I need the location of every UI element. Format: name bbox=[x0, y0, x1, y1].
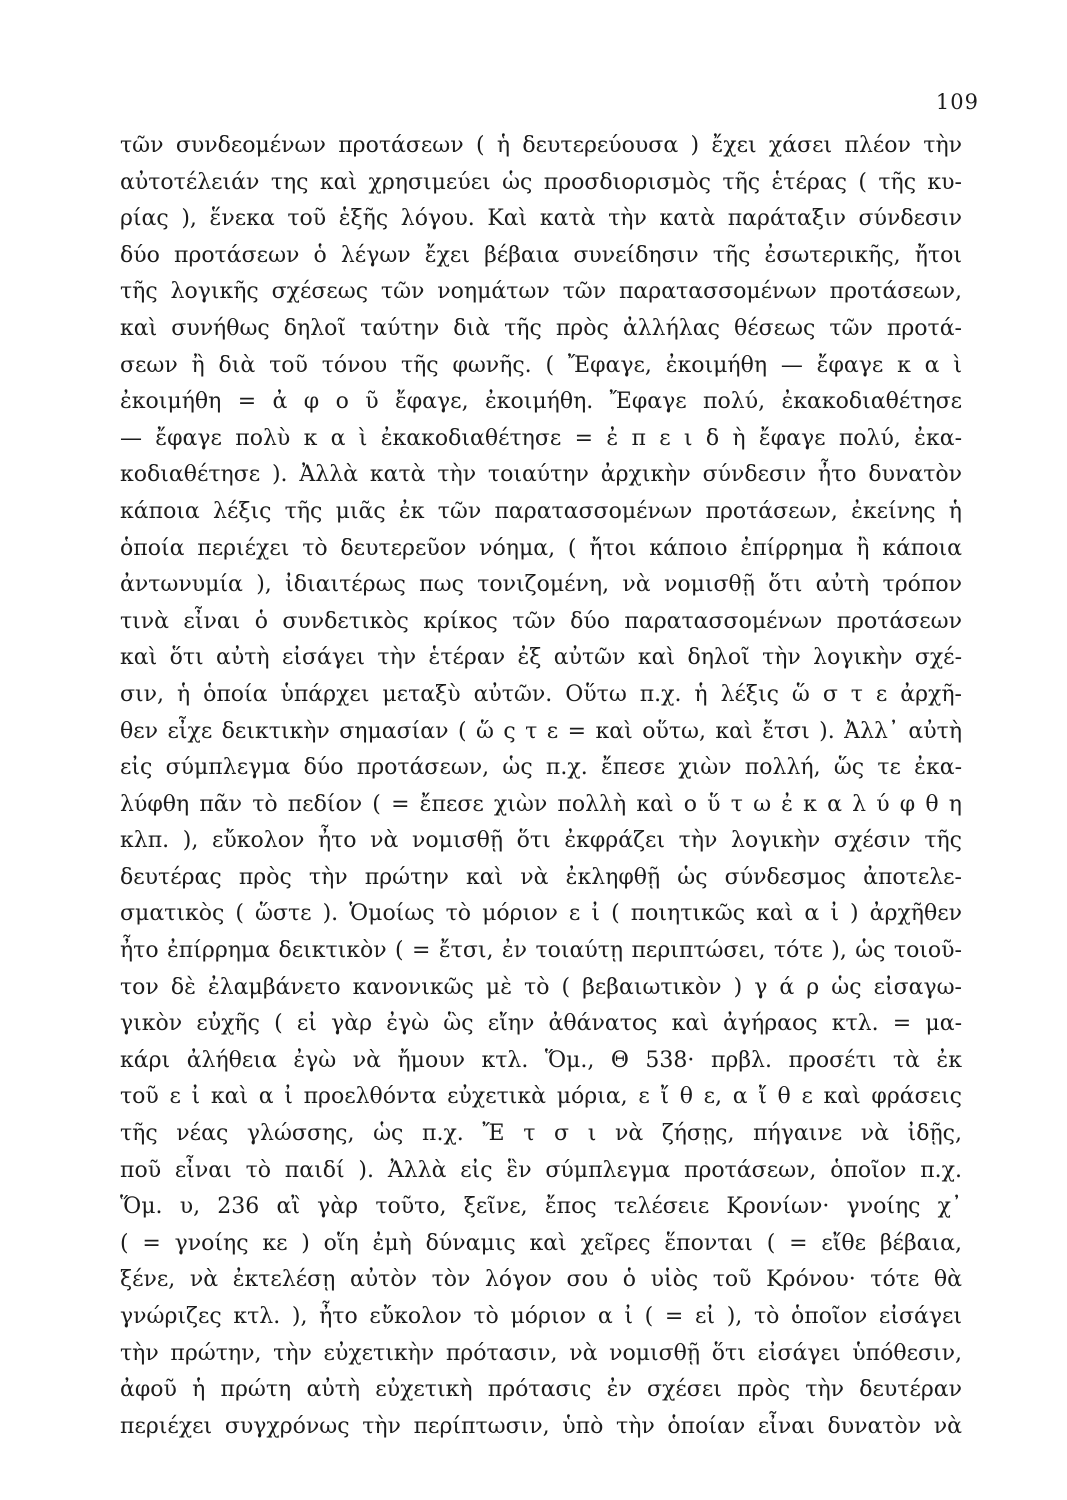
text-line: καὶ ὅτι αὐτὴ εἰσάγει τὴν ἑτέραν ἐξ αὐτῶν καὶ δηλοῖ τὴν λογικὴν σχέ- bbox=[120, 645, 962, 671]
text-line: σεων ἢ διὰ τοῦ τόνου τῆς φωνῆς. ( Ἔφαγε, ἐκοιμήθη — ἔφαγε κ α ὶ bbox=[120, 352, 962, 378]
text-line: ἦτο ἐπίρρημα δεικτικὸν ( = ἔτσι, ἐν τοιαύτῃ περιπτώσει, τότε ), ὡς τοιοῦ- bbox=[120, 938, 962, 964]
text-line: δύο προτάσεων ὁ λέγων ἔχει βέβαια συνείδησιν τῆς ἐσωτερικῆς, ἤτοι bbox=[120, 242, 962, 268]
text-line: ( = γνοίης κε ) οἵη ἐμὴ δύναμις καὶ χεῖρες ἕπονται ( = εἴθε βέβαια, bbox=[120, 1230, 962, 1256]
text-line: τῆς λογικῆς σχέσεως τῶν νοημάτων τῶν παρατασσομένων προτάσεων, bbox=[120, 279, 962, 305]
body-text bbox=[120, 128, 962, 1445]
text-line: καὶ συνήθως δηλοῖ ταύτην διὰ τῆς πρὸς ἀλλήλας θέσεως τῶν προτά- bbox=[120, 315, 962, 341]
text-line: τον δὲ ἐλαμβάνετο κανονικῶς μὲ τὸ ( βεβαιωτικὸν ) γ ά ρ ὡς εἰσαγω- bbox=[120, 974, 962, 1000]
text-line: ξένε, νὰ ἐκτελέσῃ αὐτὸν τὸν λόγον σου ὁ υἱὸς τοῦ Κρόνου· τότε θὰ bbox=[120, 1267, 962, 1293]
text-line: λύφθη πᾶν τὸ πεδίον ( = ἔπεσε χιὼν πολλὴ καὶ ο ὕ τ ω ἐ κ α λ ύ φ θ η bbox=[120, 791, 962, 817]
text-line: ἀφοῦ ἡ πρώτη αὐτὴ εὐχετικὴ πρότασις ἐν σχέσει πρὸς τὴν δευτέραν bbox=[120, 1377, 962, 1403]
text-line: περιέχει συγχρόνως τὴν περίπτωσιν, ὑπὸ τὴν ὁποίαν εἶναι δυνατὸν νὰ bbox=[120, 1413, 962, 1439]
text-line: αὐτοτέλειάν της καὶ χρησιμεύει ὡς προσδιορισμὸς τῆς ἑτέρας ( τῆς κυ- bbox=[120, 169, 962, 195]
text-line: ἐκοιμήθη = ἀ φ ο ῦ ἔφαγε, ἐκοιμήθη. Ἔφαγε πολύ, ἐκακοδιαθέτησε bbox=[120, 389, 962, 415]
text-line: ρίας ), ἕνεκα τοῦ ἑξῆς λόγου. Καὶ κατὰ τὴν κατὰ παράταξιν σύνδεσιν bbox=[120, 206, 962, 232]
text-line: ὁποία περιέχει τὸ δευτερεῦον νόημα, ( ἤτοι κάποιο ἐπίρρημα ἢ κάποια bbox=[120, 535, 962, 561]
text-line: γνώριζες κτλ. ), ἦτο εὔκολον τὸ μόριον α ἰ ( = εἰ ), τὸ ὁποῖον εἰσάγει bbox=[120, 1304, 962, 1329]
text-line: δευτέρας πρὸς τὴν πρώτην καὶ νὰ ἐκληφθῇ ὡς σύνδεσμος ἀποτελε- bbox=[120, 864, 962, 890]
text-line: τῆς νέας γλώσσης, ὡς π.χ. Ἔ τ σ ι νὰ ζήσῃς, πήγαινε νὰ ἰδῇς, bbox=[120, 1121, 962, 1147]
text-line: Ὅμ. υ, 236 αἲ γὰρ τοῦτο, ξεῖνε, ἔπος τελέσειε Κρονίων· γνοίης χ᾽ bbox=[120, 1194, 962, 1220]
text-line: κάποια λέξις τῆς μιᾶς ἐκ τῶν παρατασσομένων προτάσεων, ἐκείνης ἡ bbox=[120, 498, 962, 524]
text-line: τὴν πρώτην, τὴν εὐχετικὴν πρότασιν, νὰ νομισθῇ ὅτι εἰσάγει ὑπόθεσιν, bbox=[120, 1340, 962, 1366]
text-line: θεν εἶχε δεικτικὴν σημασίαν ( ὥ ς τ ε = καὶ οὕτω, καὶ ἔτσι ). Ἀλλ᾽ αὐτὴ bbox=[120, 718, 962, 744]
text-line: τοῦ ε ἰ καὶ α ἰ προελθόντα εὐχετικὰ μόρια, ε ἴ θ ε, α ἴ θ ε καὶ φράσεις bbox=[120, 1084, 962, 1110]
text-line: σιν, ἡ ὁποία ὑπάρχει μεταξὺ αὐτῶν. Οὕτω π.χ. ἡ λέξις ὥ σ τ ε ἀρχῆ- bbox=[120, 681, 962, 707]
text-line: τινὰ εἶναι ὁ συνδετικὸς κρίκος τῶν δύο παρατασσομένων προτάσεων bbox=[120, 608, 962, 634]
text-line: κλπ. ), εὔκολον ἦτο νὰ νομισθῇ ὅτι ἐκφράζει τὴν λογικὴν σχέσιν τῆς bbox=[120, 828, 962, 854]
text-line: — ἔφαγε πολὺ κ α ὶ ἐκακοδιαθέτησε = ἐ π ε ι δ ὴ ἔφαγε πολύ, ἐκα- bbox=[120, 425, 962, 451]
text-line: εἰς σύμπλεγμα δύο προτάσεων, ὡς π.χ. ἔπεσε χιὼν πολλή, ὥς τε ἐκα- bbox=[120, 755, 962, 781]
text-line: ποῦ εἶναι τὸ παιδί ). Ἀλλὰ εἰς ἓν σύμπλεγμα προτάσεων, ὁποῖον π.χ. bbox=[120, 1157, 962, 1183]
text-line: τῶν συνδεομένων προτάσεων ( ἡ δευτερεύουσα ) ἔχει χάσει πλέον τὴν bbox=[120, 133, 962, 158]
page-number: 109 bbox=[935, 90, 979, 114]
text-line: κοδιαθέτησε ). Ἀλλὰ κατὰ τὴν τοιαύτην ἀρχικὴν σύνδεσιν ἦτο δυνατὸν bbox=[120, 462, 962, 488]
text-line: ἀντωνυμία ), ἰδιαιτέρως πως τονιζομένη, νὰ νομισθῇ ὅτι αὐτὴ τρόπον bbox=[120, 572, 962, 598]
text-line: κάρι ἀλήθεια ἐγὼ νὰ ἤμουν κτλ. Ὅμ., Θ 538· πρβλ. προσέτι τὰ ἐκ bbox=[120, 1047, 962, 1073]
text-line: γικὸν εὐχῆς ( εἰ γὰρ ἐγὼ ὣς εἴην ἀθάνατος καὶ ἀγήραος κτλ. = μα- bbox=[120, 1011, 962, 1037]
text-line: σματικὸς ( ὥστε ). Ὁμοίως τὸ μόριον ε ἰ ( ποιητικῶς καὶ α ἰ ) ἀρχῆθεν bbox=[120, 901, 962, 927]
